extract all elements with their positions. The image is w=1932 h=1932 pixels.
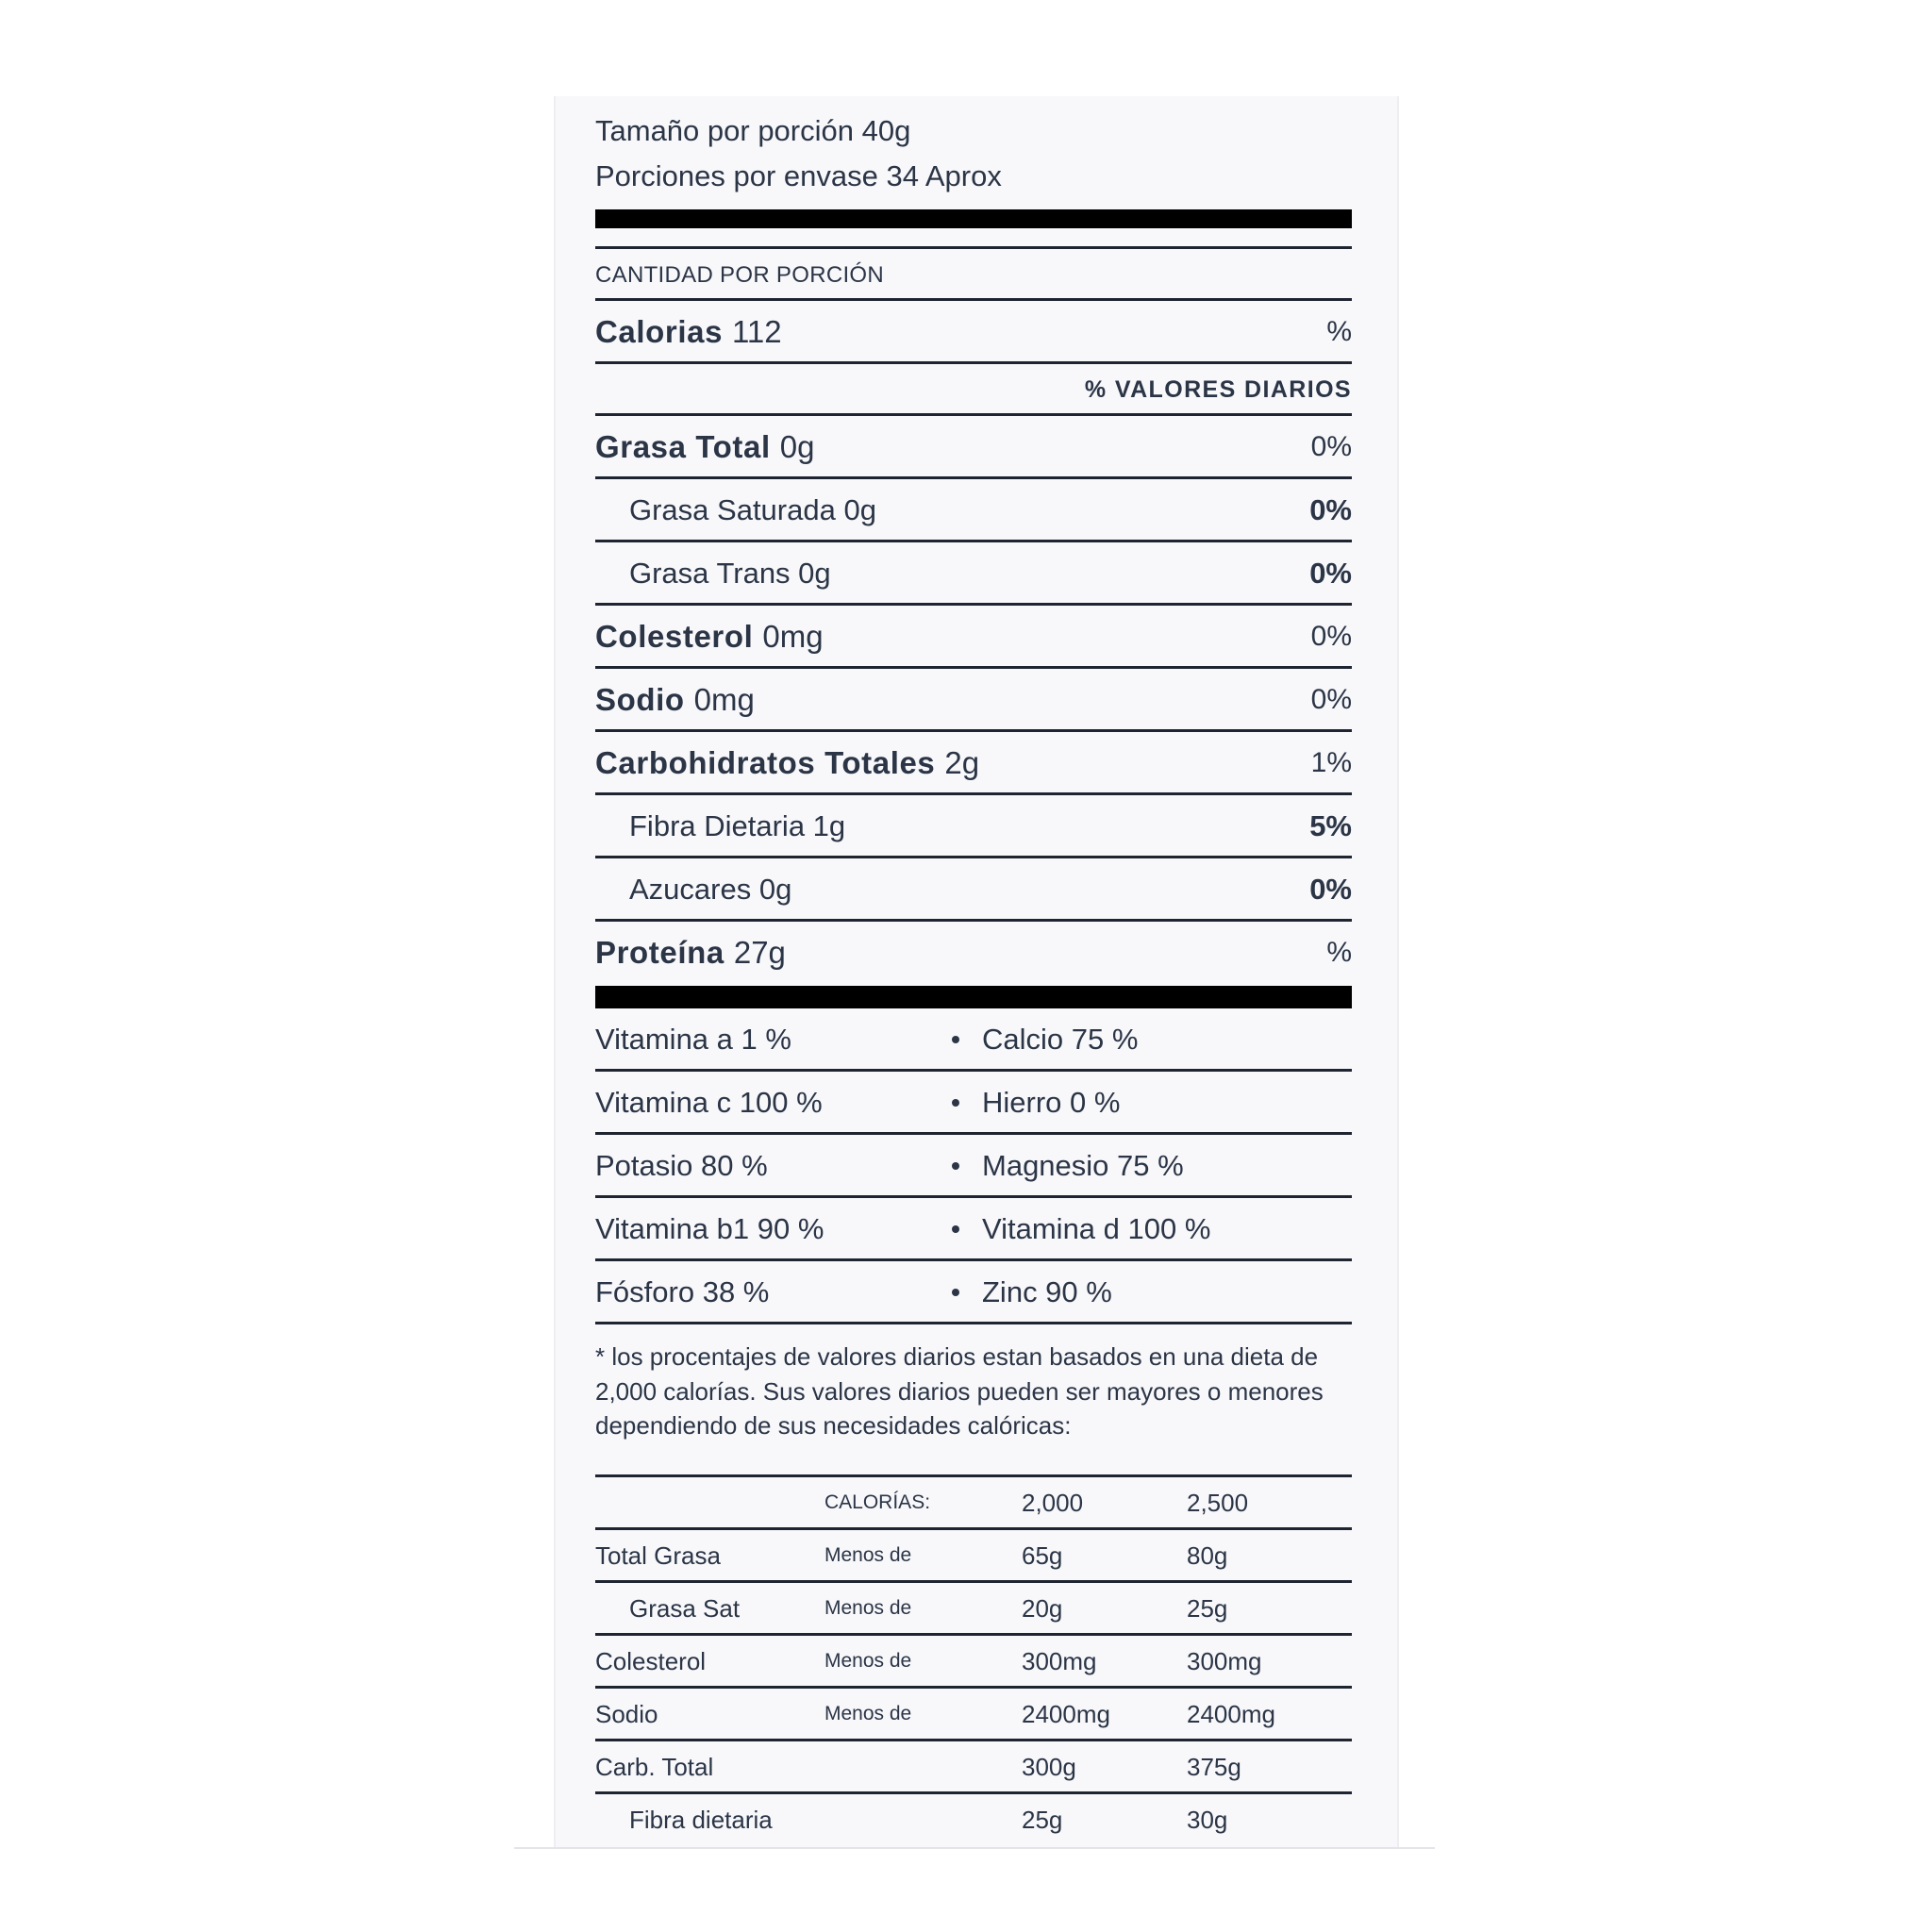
nutrient-label: Grasa Saturada 0g xyxy=(629,493,876,526)
vitamin-left: Fósforo 38 % xyxy=(595,1275,770,1308)
nutrient-pct: 1% xyxy=(1310,747,1352,778)
table-row xyxy=(595,1689,1352,1740)
thick-divider-vitamins xyxy=(595,986,1352,1008)
bullet-icon xyxy=(952,1099,959,1107)
table-row xyxy=(595,1794,1352,1845)
table-cell-qualifier: Menos de xyxy=(824,1597,912,1619)
table-cell-2500: 80g xyxy=(1187,1541,1228,1570)
serving-size: Tamaño por porción 40g xyxy=(595,114,911,147)
nutrient-pct: 0% xyxy=(1310,621,1352,652)
nutrient-pct: 0% xyxy=(1309,493,1352,526)
table-row xyxy=(595,1530,1352,1581)
nutrient-row-sodium xyxy=(595,669,1352,731)
table-row xyxy=(595,1636,1352,1687)
table-row xyxy=(595,1583,1352,1634)
table-cell-2500: 30g xyxy=(1187,1805,1228,1834)
table-cell-2500: 2400mg xyxy=(1187,1699,1275,1728)
table-cell-2500: 25g xyxy=(1187,1593,1228,1623)
nutrient-amount: 27g xyxy=(733,935,786,970)
nutrient-label: Grasa Total xyxy=(595,429,771,464)
table-cell-2500: 375g xyxy=(1187,1752,1241,1781)
bullet-icon xyxy=(952,1162,959,1170)
nutrient-pct: % xyxy=(1326,937,1352,968)
vitamin-right: Hierro 0 % xyxy=(982,1086,1121,1119)
nutrient-row-protein xyxy=(595,922,1352,984)
table-cell-2000: 2400mg xyxy=(1022,1699,1110,1728)
nutrient-label: Carbohidratos Totales xyxy=(595,745,936,780)
nutrient-row-total-fat xyxy=(595,416,1352,478)
table-cell-qualifier: Menos de xyxy=(824,1650,912,1672)
bottom-divider xyxy=(514,1847,1435,1849)
table-cell-name: Grasa Sat xyxy=(629,1593,741,1623)
table-cell-2000: 300g xyxy=(1022,1752,1076,1781)
nutrient-pct: 5% xyxy=(1309,809,1352,842)
calories-2500-header: 2,500 xyxy=(1187,1488,1249,1517)
vitamin-row xyxy=(595,1198,1352,1260)
nutrient-row-fiber xyxy=(595,795,1352,858)
calories-value: 112 xyxy=(732,314,782,349)
daily-values-header xyxy=(595,364,1352,415)
vitamin-right: Vitamina d 100 % xyxy=(982,1212,1211,1245)
nutrient-label: Fibra Dietaria 1g xyxy=(629,809,846,842)
reference-table-header xyxy=(595,1477,1352,1528)
table-cell-2500: 300mg xyxy=(1187,1646,1262,1675)
nutrient-amount: 0mg xyxy=(693,682,755,717)
vitamin-left: Vitamina c 100 % xyxy=(595,1086,823,1119)
nutrient-amount: 0mg xyxy=(762,619,824,654)
table-cell-name: Fibra dietaria xyxy=(629,1805,773,1834)
daily-values-header-text: % VALORES DIARIOS xyxy=(1084,375,1352,403)
amount-header-text: CANTIDAD POR PORCIÓN xyxy=(595,262,885,288)
nutrient-amount: 0g xyxy=(779,429,815,464)
nutrient-row-trans-fat xyxy=(595,542,1352,605)
calories-pct: % xyxy=(1326,316,1352,347)
bullet-icon xyxy=(952,1225,959,1233)
vitamin-row xyxy=(595,1072,1352,1134)
nutrient-pct: 0% xyxy=(1310,431,1352,462)
nutrient-label: Proteína xyxy=(595,935,724,970)
divider xyxy=(595,1322,1352,1324)
nutrient-label: Grasa Trans 0g xyxy=(629,557,831,590)
vitamin-row xyxy=(595,1261,1352,1324)
nutrient-row-carbohydrates xyxy=(595,732,1352,794)
divider xyxy=(595,246,1352,249)
table-cell-qualifier: Menos de xyxy=(824,1544,912,1566)
nutrient-label: Azucares 0g xyxy=(629,873,792,906)
nutrient-pct: 0% xyxy=(1309,873,1352,906)
vitamin-left: Vitamina a 1 % xyxy=(595,1023,791,1056)
table-cell-name: Colesterol xyxy=(595,1646,707,1675)
servings-per-container: Porciones por envase 34 Aprox xyxy=(595,159,1002,192)
calories-label: Calorias xyxy=(595,314,724,349)
nutrient-pct: 0% xyxy=(1309,557,1352,590)
bullet-icon xyxy=(952,1036,959,1043)
bullet-icon xyxy=(952,1289,959,1296)
nutrient-row-cholesterol xyxy=(595,606,1352,668)
calories-2000-header: 2,000 xyxy=(1022,1488,1084,1517)
vitamin-right: Zinc 90 % xyxy=(982,1275,1112,1308)
vitamin-left: Potasio 80 % xyxy=(595,1149,768,1182)
vitamin-row xyxy=(595,1135,1352,1197)
table-cell-2000: 25g xyxy=(1022,1805,1063,1834)
nutrient-row-saturated-fat xyxy=(595,479,1352,541)
table-cell-qualifier: Menos de xyxy=(824,1703,912,1724)
footnote: * los procentajes de valores diarios estan basados en una dieta de 2,000 calorías. Sus valores diarios pueden ser mayores o menores dependiendo de sus necesidades calóricas: xyxy=(595,1342,1324,1440)
nutrient-amount: 2g xyxy=(944,745,980,780)
table-cell-2000: 20g xyxy=(1022,1593,1063,1623)
table-cell-name: Total Grasa xyxy=(595,1541,721,1570)
nutrient-label: Sodio xyxy=(595,682,685,717)
vitamin-right: Calcio 75 % xyxy=(982,1023,1139,1056)
vitamin-row xyxy=(595,1008,1352,1071)
table-cell-2000: 300mg xyxy=(1022,1646,1097,1675)
vitamin-left: Vitamina b1 90 % xyxy=(595,1212,824,1245)
vitamin-right: Magnesio 75 % xyxy=(982,1149,1184,1182)
table-cell-name: Sodio xyxy=(595,1699,658,1728)
table-cell-name: Carb. Total xyxy=(595,1752,714,1781)
calories-column-label: CALORÍAS: xyxy=(824,1491,931,1513)
table-row xyxy=(595,1741,1352,1792)
nutrient-row-sugars xyxy=(595,858,1352,921)
amount-per-serving-header xyxy=(595,252,1352,299)
thick-divider-top xyxy=(595,209,1352,228)
nutrient-pct: 0% xyxy=(1310,684,1352,715)
calories-row xyxy=(595,301,1352,363)
nutrient-label: Colesterol xyxy=(595,619,754,654)
table-cell-2000: 65g xyxy=(1022,1541,1063,1570)
